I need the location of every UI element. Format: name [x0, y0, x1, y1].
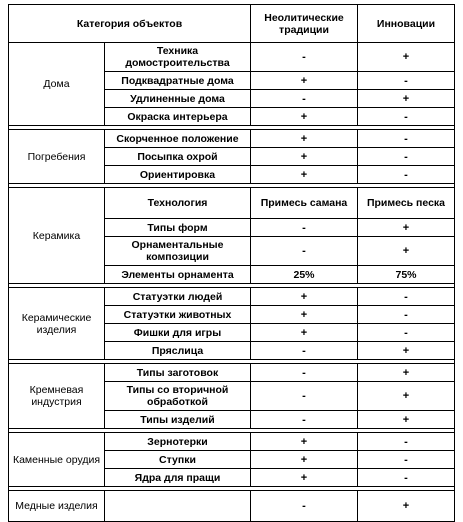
table-row — [9, 43, 455, 72]
neolithic-cell: - — [251, 411, 358, 429]
neolithic-cell: 25% — [251, 266, 358, 284]
innovation-cell: - — [358, 306, 455, 324]
neolithic-cell: + — [251, 433, 358, 451]
table-row — [9, 433, 455, 451]
neolithic-cell: + — [251, 130, 358, 148]
category-cell: Керамика — [9, 188, 105, 284]
comparison-table-wrapper — [8, 4, 454, 522]
innovation-cell: 75% — [358, 266, 455, 284]
category-cell: Кремневая индустрия — [9, 364, 105, 429]
item-cell: Пряслица — [105, 342, 251, 360]
innovation-cell: + — [358, 382, 455, 411]
neolithic-cell: - — [251, 342, 358, 360]
neolithic-cell: + — [251, 451, 358, 469]
table-row — [9, 188, 455, 219]
innovation-cell: - — [358, 166, 455, 184]
item-cell: Орнаментальные композиции — [105, 237, 251, 266]
item-cell: Окраска интерьера — [105, 108, 251, 126]
neolithic-cell: - — [251, 219, 358, 237]
item-cell: Типы форм — [105, 219, 251, 237]
item-cell: Ориентировка — [105, 166, 251, 184]
header-category: Категория объектов — [9, 5, 251, 43]
table-row — [9, 288, 455, 306]
item-cell: Скорченное положение — [105, 130, 251, 148]
header-neolithic: Неолитические традиции — [251, 5, 358, 43]
header-row — [9, 5, 455, 43]
neolithic-cell: + — [251, 469, 358, 487]
neolithic-cell: - — [251, 43, 358, 72]
innovation-cell: - — [358, 148, 455, 166]
comparison-table — [8, 4, 455, 522]
item-cell: Зернотерки — [105, 433, 251, 451]
neolithic-cell: - — [251, 491, 358, 522]
neolithic-cell: + — [251, 148, 358, 166]
item-cell: Ядра для пращи — [105, 469, 251, 487]
category-cell: Дома — [9, 43, 105, 126]
neolithic-cell: - — [251, 382, 358, 411]
table-row — [9, 491, 455, 522]
item-cell: Техника домостроительства — [105, 43, 251, 72]
item-cell: Технология — [105, 188, 251, 219]
category-cell: Погребения — [9, 130, 105, 184]
header-innovations: Инновации — [358, 5, 455, 43]
neolithic-cell: - — [251, 90, 358, 108]
innovation-cell: + — [358, 411, 455, 429]
neolithic-cell: + — [251, 288, 358, 306]
item-cell — [105, 491, 251, 522]
neolithic-cell: + — [251, 306, 358, 324]
table-row — [9, 130, 455, 148]
item-cell: Статуэтки людей — [105, 288, 251, 306]
innovation-cell: + — [358, 364, 455, 382]
item-cell: Подквадратные дома — [105, 72, 251, 90]
innovation-cell: + — [358, 43, 455, 72]
innovation-cell: + — [358, 237, 455, 266]
innovation-cell: + — [358, 219, 455, 237]
neolithic-cell: - — [251, 237, 358, 266]
innovation-cell: - — [358, 72, 455, 90]
item-cell: Статуэтки животных — [105, 306, 251, 324]
neolithic-cell: - — [251, 364, 358, 382]
neolithic-cell: + — [251, 166, 358, 184]
innovation-cell: + — [358, 491, 455, 522]
neolithic-cell: + — [251, 108, 358, 126]
innovation-cell: - — [358, 451, 455, 469]
item-cell: Фишки для игры — [105, 324, 251, 342]
item-cell: Посыпка охрой — [105, 148, 251, 166]
innovation-cell: - — [358, 288, 455, 306]
innovation-cell: - — [358, 324, 455, 342]
category-cell: Каменные орудия — [9, 433, 105, 487]
neolithic-cell: Примесь самана — [251, 188, 358, 219]
innovation-cell: + — [358, 90, 455, 108]
category-cell: Керамические изделия — [9, 288, 105, 360]
innovation-cell: Примесь песка — [358, 188, 455, 219]
innovation-cell: - — [358, 469, 455, 487]
neolithic-cell: + — [251, 324, 358, 342]
innovation-cell: - — [358, 130, 455, 148]
item-cell: Типы со вторичной обработкой — [105, 382, 251, 411]
item-cell: Элементы орнамента — [105, 266, 251, 284]
item-cell: Типы заготовок — [105, 364, 251, 382]
item-cell: Ступки — [105, 451, 251, 469]
neolithic-cell: + — [251, 72, 358, 90]
item-cell: Типы изделий — [105, 411, 251, 429]
item-cell: Удлиненные дома — [105, 90, 251, 108]
table-row — [9, 364, 455, 382]
innovation-cell: + — [358, 342, 455, 360]
category-cell: Медные изделия — [9, 491, 105, 522]
innovation-cell: - — [358, 433, 455, 451]
innovation-cell: - — [358, 108, 455, 126]
